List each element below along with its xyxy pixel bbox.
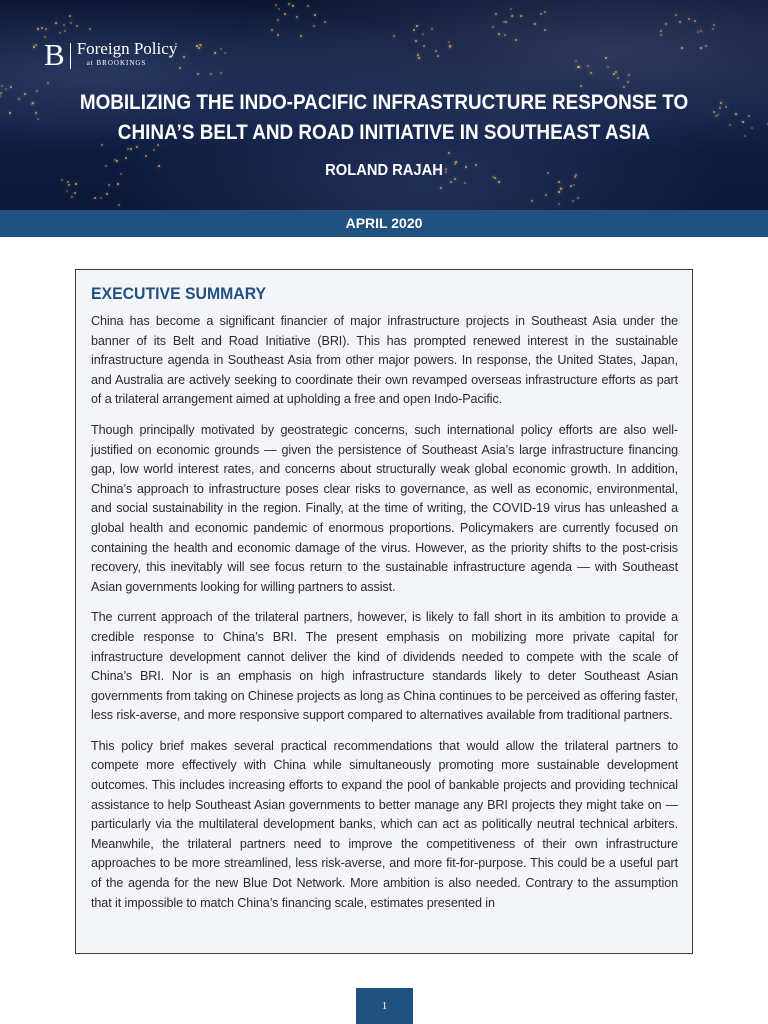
city-light	[742, 121, 744, 123]
city-light	[607, 66, 609, 68]
summary-paragraph: China has become a significant financier of major infrastructure projects in Southeast Asia under the banner of its Belt and Road Initiative (BRI). This has prompted renewed interest in the sustainable infrastructure agenda in Southeast Asia from other major powers. In response, the United States, Japan, and Australia are actively seeking to coordinate their own revamped overseas infrastructure efforts as part of a trilateral arrangement aimed at upholding a free and open Indo-Pacific.	[91, 314, 678, 407]
city-light	[545, 194, 547, 196]
city-light	[590, 72, 592, 74]
city-light	[313, 25, 315, 27]
city-light	[275, 4, 277, 6]
city-light	[448, 41, 450, 43]
city-light	[89, 28, 91, 30]
city-light	[729, 124, 731, 126]
city-light	[35, 112, 37, 114]
city-light	[735, 113, 737, 115]
city-light	[570, 185, 572, 187]
logo-mark: B	[44, 37, 65, 72]
city-light	[558, 191, 560, 193]
city-light	[617, 77, 619, 79]
city-light	[720, 102, 722, 104]
city-light	[504, 34, 506, 36]
city-light	[725, 106, 727, 108]
city-light	[573, 184, 575, 186]
city-light	[505, 21, 507, 23]
city-light	[577, 197, 579, 199]
city-light	[292, 5, 294, 7]
city-light	[665, 23, 667, 25]
city-light	[153, 149, 155, 151]
city-light	[314, 14, 316, 16]
city-light	[35, 44, 37, 46]
city-light	[197, 73, 199, 75]
city-light	[498, 33, 500, 35]
city-light	[66, 190, 68, 192]
city-light	[5, 88, 7, 90]
city-light	[71, 196, 73, 198]
city-light	[534, 23, 536, 25]
city-light	[464, 182, 466, 184]
city-light	[31, 103, 33, 105]
city-light	[75, 183, 77, 185]
city-light	[437, 55, 439, 57]
city-light	[118, 204, 120, 206]
city-light	[587, 65, 589, 67]
city-light	[418, 57, 420, 59]
city-light	[660, 30, 662, 32]
city-light	[36, 90, 38, 92]
city-light	[450, 181, 452, 183]
page-number: 1	[356, 988, 413, 1024]
city-light	[520, 15, 522, 17]
city-light	[544, 11, 546, 13]
city-light	[18, 98, 20, 100]
city-light	[713, 24, 715, 26]
city-light	[224, 52, 226, 54]
city-light	[435, 50, 437, 52]
city-light	[24, 93, 26, 95]
city-light	[393, 35, 395, 37]
city-light	[531, 200, 533, 202]
document-title	[74, 88, 693, 148]
executive-summary-box	[75, 269, 693, 954]
city-light	[300, 35, 302, 37]
city-light	[423, 45, 425, 47]
logo-subtitle: at BROOKINGS	[86, 59, 147, 67]
summary-paragraph: The current approach of the trilateral partners, however, is likely to fall short in its ambition to provide a credible response to China’s BRI. The present emphasis on mobilizing more private capital for infrastructure development cannot deliver the kind of dividends needed to compete with the scale of China’s BRI. Nor is an emphasis on high infrastructure standards likely to deter Southeast Asian governments from taking on Chinese projects as long as China continues to be perceived as offering faster, less risk-averse, and more responsive support compared to alternatives available from traditional partners.	[91, 610, 679, 723]
city-light	[515, 39, 517, 41]
city-light	[47, 82, 49, 84]
city-light	[417, 54, 419, 56]
city-light	[33, 46, 35, 48]
city-light	[68, 184, 70, 186]
city-light	[751, 127, 753, 129]
city-light	[697, 31, 699, 33]
city-light	[55, 22, 57, 24]
city-light	[613, 73, 615, 75]
city-light	[712, 28, 714, 30]
city-light	[498, 181, 500, 183]
city-light	[688, 18, 690, 20]
city-light	[440, 187, 442, 189]
city-light	[1, 85, 3, 87]
city-light	[277, 34, 279, 36]
city-light	[183, 56, 185, 58]
city-light	[700, 47, 702, 49]
city-light	[448, 152, 450, 154]
city-light	[198, 47, 200, 49]
city-light	[628, 74, 630, 76]
city-light	[675, 14, 677, 16]
city-light	[560, 188, 562, 190]
city-light	[324, 21, 326, 23]
city-light	[679, 21, 681, 23]
city-light	[64, 30, 66, 32]
logo-divider	[70, 43, 71, 69]
city-light	[307, 5, 309, 7]
city-light	[492, 26, 494, 28]
city-light	[415, 40, 417, 42]
city-light	[277, 19, 279, 21]
city-light	[511, 15, 513, 17]
city-light	[214, 52, 216, 54]
city-light	[0, 92, 2, 94]
city-light	[296, 16, 298, 18]
city-light	[416, 25, 418, 27]
brookings-logo	[44, 37, 178, 72]
city-light	[220, 72, 222, 74]
document-author: ROLAND RAJAH	[325, 162, 443, 179]
city-light	[76, 25, 78, 27]
city-light	[271, 29, 273, 31]
city-light	[605, 57, 607, 59]
city-light	[67, 181, 69, 183]
city-light	[580, 85, 582, 87]
city-light	[70, 22, 72, 24]
city-light	[106, 193, 108, 195]
city-light	[748, 115, 750, 117]
city-light	[108, 184, 110, 186]
city-light	[705, 45, 707, 47]
summary-paragraph: Though principally motivated by geostrategic concerns, such international policy efforts are also well-justified on economic grounds — given the persistence of Southeast Asia’s large infrastructure financing gap, low world interest rates, and concerns about structurally weak global economic growth. In addition, China’s approach to infrastructure poses clear risks to governance, as well as economic, environmental, and social sustainability in the region. Finally, at the time of writing, the COVID-19 virus has unleashed a global health and economic pandemic of enormous proportions. Policymakers are currently focused on containing the health and economic damage of the virus. However, as the priority shifts to the post-crisis recovery, this inevitably will see focus return to the sustainable infrastructure agenda — with Southeast Asian governments looking for willing partners to assist.	[91, 422, 678, 594]
cover-header-banner	[0, 0, 768, 210]
city-light	[694, 20, 696, 22]
city-light	[713, 111, 715, 113]
city-light	[220, 48, 222, 50]
city-light	[145, 155, 147, 157]
city-light	[681, 47, 683, 49]
city-light	[627, 81, 629, 83]
city-light	[615, 71, 617, 73]
city-light	[717, 114, 719, 116]
city-light	[413, 29, 415, 31]
publication-date-band: APRIL 2020	[0, 210, 768, 237]
city-light	[572, 200, 574, 202]
city-light	[74, 192, 76, 194]
city-light	[431, 28, 433, 30]
city-light	[575, 60, 577, 62]
city-light	[578, 66, 580, 68]
city-light	[10, 86, 12, 88]
title-line-2: CHINA’S BELT AND ROAD INITIATIVE IN SOUTHEAST ASIA	[117, 121, 651, 144]
city-light	[127, 148, 129, 150]
city-light	[63, 24, 65, 26]
city-light	[449, 46, 451, 48]
city-light	[45, 28, 47, 30]
city-light	[130, 148, 132, 150]
city-light	[288, 3, 290, 5]
city-light	[510, 8, 512, 10]
summary-heading: EXECUTIVE SUMMARY	[91, 284, 267, 303]
city-light	[660, 34, 662, 36]
city-light	[37, 118, 39, 120]
city-light	[719, 107, 721, 109]
city-light	[744, 135, 746, 137]
logo-title: Foreign Policy	[76, 39, 178, 58]
logo-wordmark	[77, 40, 178, 67]
city-light	[422, 33, 424, 35]
city-light	[117, 183, 119, 185]
city-light	[100, 197, 102, 199]
city-light	[278, 8, 280, 10]
city-light	[540, 13, 542, 15]
summary-paragraph: This policy brief makes several practical recommendations that would allow the trilateral partners to compete more effectively with China while simultaneously promoting more sustainable development outcomes. This includes increasing efforts to expand the pool of bankable projects and providing technical assistance to help Southeast Asian governments to better manage any BRI projects they might take on — particularly via the multilateral development banks, which can act as politically neutral technical arbiters. Meanwhile, the trilateral partners need to improve the competitiveness of their own infrastructure approaches to be more streamlined, less risk-averse, and more fit-for-purpose. This could be a useful part of the agenda for the new Blue Dot Network. More ambition is also needed. Contrary to the assumption that it impossible to match China’s financing scale, estimates presented in	[91, 738, 678, 910]
city-light	[558, 181, 560, 183]
city-light	[495, 13, 497, 15]
title-line-1: MOBILIZING THE INDO-PACIFIC INFRASTRUCTURE RESPONSE TO	[79, 91, 689, 114]
city-light	[41, 27, 43, 29]
city-light	[125, 157, 127, 159]
city-light	[284, 13, 286, 15]
city-light	[9, 112, 11, 114]
city-light	[544, 29, 546, 31]
city-light	[210, 73, 212, 75]
city-light	[94, 197, 96, 199]
city-light	[69, 15, 71, 17]
city-light	[37, 28, 39, 30]
city-light	[59, 32, 61, 34]
city-light	[179, 67, 181, 69]
city-light	[558, 203, 560, 205]
city-light	[0, 95, 1, 97]
city-light	[700, 30, 702, 32]
